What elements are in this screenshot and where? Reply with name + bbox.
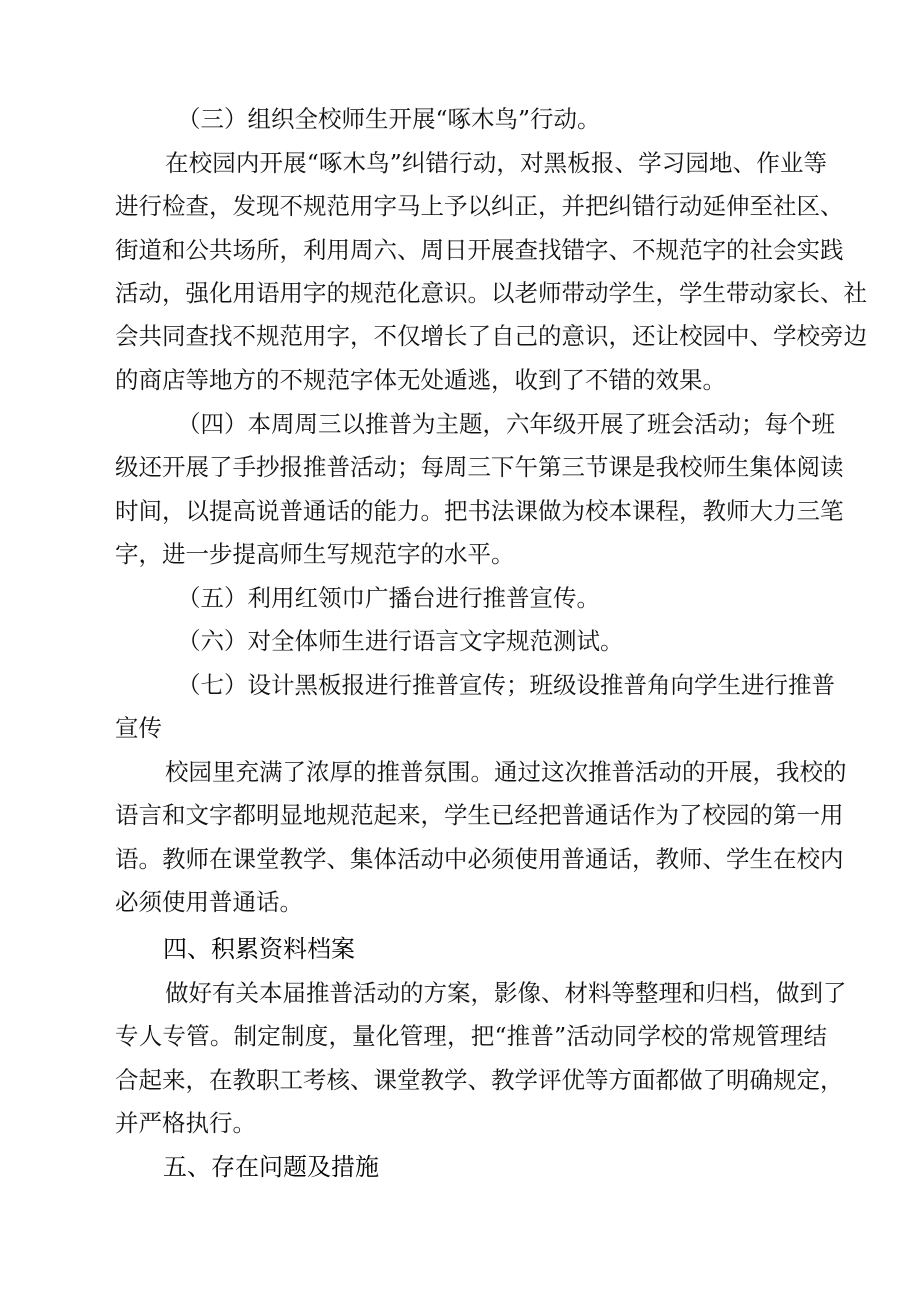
paragraph-line: 进行检查，发现不规范用字马上予以纠正，并把纠错行动延伸至社区、 <box>115 192 844 220</box>
paragraph-line: 街道和公共场所，利用周六、周日开展查找错字、不规范字的社会实践 <box>115 236 844 264</box>
paragraph-line: 级还开展了手抄报推普活动；每周三下午第三节课是我校师生集体阅读 <box>115 453 844 481</box>
paragraph-line: 并严格执行。 <box>115 1109 256 1137</box>
paragraph-line: 会共同查找不规范用字，不仅增长了自己的意识，还让校园中、学校旁边 <box>115 322 867 350</box>
paragraph-line: 的商店等地方的不规范字体无处遁逃，收到了不错的效果。 <box>115 366 726 394</box>
paragraph-line-section-6: （六）对全体师生进行语言文字规范测试。 <box>177 627 624 655</box>
paragraph-line: 合起来，在教职工考核、课堂教学、教学评优等方面都做了明确规定， <box>115 1066 844 1094</box>
paragraph-line: 语言和文字都明显地规范起来，学生已经把普通话作为了校园的第一用 <box>115 801 844 829</box>
paragraph-line: 专人专管。制定制度，量化管理，把“推普”活动同学校的常规管理结 <box>115 1022 827 1050</box>
paragraph-line: 宣传 <box>115 714 162 742</box>
paragraph-line-section-4: （四）本周周三以推普为主题，六年级开展了班会活动；每个班 <box>177 410 835 438</box>
paragraph-line: 校园里充满了浓厚的推普氛围。通过这次推普活动的开展，我校的 <box>165 758 847 786</box>
paragraph-line: 在校园内开展“啄木鸟”纠错行动，对黑板报、学习园地、作业等 <box>165 149 827 177</box>
section-heading-4: 四、积累资料档案 <box>163 935 355 963</box>
paragraph-line: 字，进一步提高师生写规范字的水平。 <box>115 540 515 568</box>
paragraph-line: 必须使用普通话。 <box>115 888 303 916</box>
section-heading-5: 五、存在问题及措施 <box>163 1153 379 1181</box>
paragraph-line: 语。教师在课堂教学、集体活动中必须使用普通话，教师、学生在校内 <box>115 845 844 873</box>
paragraph-line: 活动，强化用语用字的规范化意识。以老师带动学生，学生带动家长、社 <box>115 279 867 307</box>
paragraph-line: 做好有关本届推普活动的方案，影像、材料等整理和归档，做到了 <box>165 979 847 1007</box>
paragraph-line: 时间，以提高说普通话的能力。把书法课做为校本课程，教师大力三笔 <box>115 497 844 525</box>
paragraph-line-section-5: （五）利用红领巾广播台进行推普宣传。 <box>177 584 600 612</box>
paragraph-line-section-7: （七）设计黑板报进行推普宣传；班级设推普角向学生进行推普 <box>177 671 835 699</box>
paragraph-line-section-3: （三）组织全校师生开展“啄木鸟”行动。 <box>177 105 601 133</box>
